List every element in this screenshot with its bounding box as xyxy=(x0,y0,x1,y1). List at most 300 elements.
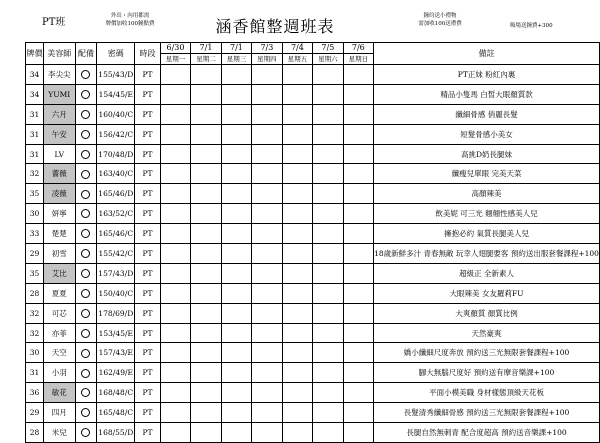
code-cell: 178/69/D xyxy=(97,303,135,323)
code-cell: 165/48/C xyxy=(97,403,135,423)
code-cell: 168/55/D xyxy=(97,423,135,443)
day-cell xyxy=(313,124,343,144)
remark-cell: 大眼辣美 女友羅莉FU xyxy=(374,283,600,303)
day-cell xyxy=(313,403,343,423)
day-cell xyxy=(160,204,190,224)
day-cell xyxy=(313,343,343,363)
day-cell xyxy=(343,263,373,283)
header-period: 時段 xyxy=(135,43,161,65)
period-cell: PT xyxy=(135,244,161,264)
day-cell xyxy=(221,65,251,85)
remark-cell: 18歲新鮮多汁 青春無敵 玩幸人翅腿要客 預約送出服套餐課程+100 xyxy=(374,244,600,264)
day-cell xyxy=(191,323,221,343)
header-date: 7/1 xyxy=(221,43,251,54)
accessory-cell xyxy=(75,124,97,144)
note-mid xyxy=(400,12,480,28)
code-cell: 165/46/D xyxy=(97,184,135,204)
rank-cell: 29 xyxy=(26,244,44,264)
day-cell xyxy=(160,343,190,363)
remark-cell: 高顏辣美 xyxy=(374,184,600,204)
circle-icon xyxy=(81,388,90,397)
remark-cell: 超級正 全新素人 xyxy=(374,263,600,283)
header-code: 密碼 xyxy=(97,43,135,65)
day-cell xyxy=(282,383,312,403)
day-cell xyxy=(160,224,190,244)
code-cell: 157/43/D xyxy=(97,263,135,283)
accessory-cell xyxy=(75,224,97,244)
day-cell xyxy=(221,303,251,323)
code-cell: 155/42/C xyxy=(97,244,135,264)
accessory-cell xyxy=(75,283,97,303)
day-cell xyxy=(252,204,282,224)
circle-icon xyxy=(81,229,90,238)
day-cell xyxy=(282,423,312,443)
code-cell: 165/46/C xyxy=(97,224,135,244)
remark-cell: 腳大無腦尺度好 預約送有摩音樂課+100 xyxy=(374,363,600,383)
day-cell xyxy=(313,164,343,184)
period-cell: PT xyxy=(135,204,161,224)
accessory-cell xyxy=(75,303,97,323)
day-cell xyxy=(191,204,221,224)
day-cell xyxy=(160,423,190,443)
note-left xyxy=(100,12,160,28)
day-cell xyxy=(343,303,373,323)
day-cell xyxy=(313,383,343,403)
day-cell xyxy=(191,423,221,443)
day-cell xyxy=(160,263,190,283)
table-row xyxy=(26,244,600,264)
name-cell: 午安 xyxy=(43,124,75,144)
circle-icon xyxy=(81,369,90,378)
remark-cell: 纖細骨感 俏麗長髮 xyxy=(374,104,600,124)
code-cell: 157/43/E xyxy=(97,343,135,363)
day-cell xyxy=(313,144,343,164)
circle-icon xyxy=(81,150,90,159)
header-weekday: 星期日 xyxy=(343,54,373,65)
table-row xyxy=(26,65,600,85)
day-cell xyxy=(343,323,373,343)
rank-cell: 28 xyxy=(26,283,44,303)
day-cell xyxy=(191,224,221,244)
rank-cell: 31 xyxy=(26,124,44,144)
circle-icon xyxy=(81,309,90,318)
table-row xyxy=(26,403,600,423)
day-cell xyxy=(313,423,343,443)
header-date: 7/6 xyxy=(343,43,373,54)
rank-cell: 30 xyxy=(26,204,44,224)
table-row xyxy=(26,303,600,323)
day-cell xyxy=(191,65,221,85)
day-cell xyxy=(252,184,282,204)
circle-icon xyxy=(81,428,90,437)
note-left-line: 外出・內用都需 xyxy=(110,13,150,19)
day-cell xyxy=(252,423,282,443)
day-cell xyxy=(282,283,312,303)
day-cell xyxy=(282,164,312,184)
remark-cell: 精品小隻馬 白皙大眼顏質款 xyxy=(374,84,600,104)
accessory-cell xyxy=(75,323,97,343)
table-row xyxy=(26,343,600,363)
day-cell xyxy=(160,283,190,303)
day-cell xyxy=(221,283,251,303)
remark-cell: 天然豪爽 xyxy=(374,323,600,343)
day-cell xyxy=(313,84,343,104)
day-cell xyxy=(221,204,251,224)
accessory-cell xyxy=(75,263,97,283)
table-row xyxy=(26,204,600,224)
name-cell: LV xyxy=(43,144,75,164)
code-cell: 163/40/C xyxy=(97,164,135,184)
day-cell xyxy=(252,65,282,85)
header-date: 7/3 xyxy=(252,43,282,54)
table-row xyxy=(26,383,600,403)
day-cell xyxy=(282,343,312,363)
period-cell: PT xyxy=(135,323,161,343)
accessory-cell xyxy=(75,104,97,124)
accessory-cell xyxy=(75,164,97,184)
day-cell xyxy=(252,403,282,423)
table-row xyxy=(26,323,600,343)
day-cell xyxy=(191,263,221,283)
day-cell xyxy=(252,303,282,323)
remark-cell: 長髮清秀纖細骨感 預約送三光無限套餐課程+100 xyxy=(374,403,600,423)
day-cell xyxy=(191,403,221,423)
day-cell xyxy=(221,164,251,184)
period-cell: PT xyxy=(135,383,161,403)
day-cell xyxy=(160,244,190,264)
period-cell: PT xyxy=(135,144,161,164)
day-cell xyxy=(313,224,343,244)
code-cell: 150/40/C xyxy=(97,283,135,303)
day-cell xyxy=(221,343,251,363)
circle-icon xyxy=(81,249,90,258)
name-cell: 天空 xyxy=(43,343,75,363)
day-cell xyxy=(221,423,251,443)
rank-cell: 34 xyxy=(26,84,44,104)
day-cell xyxy=(252,104,282,124)
code-cell: 170/48/D xyxy=(97,144,135,164)
day-cell xyxy=(160,65,190,85)
accessory-cell xyxy=(75,363,97,383)
header-weekday: 星期五 xyxy=(282,54,312,65)
period-cell: PT xyxy=(135,403,161,423)
table-row xyxy=(26,363,600,383)
note-right: 吸場送鐘費+300 xyxy=(510,23,553,29)
header-weekday: 星期六 xyxy=(313,54,343,65)
schedule-table xyxy=(25,42,600,443)
day-cell xyxy=(343,164,373,184)
name-cell: 李尖尖 xyxy=(43,65,75,85)
day-cell xyxy=(252,244,282,264)
note-mid-line: 需加收100送禮費 xyxy=(418,21,462,27)
header-rank: 牌價 xyxy=(26,43,44,65)
accessory-cell xyxy=(75,84,97,104)
remark-cell: 高挑D奶長腿妹 xyxy=(374,144,600,164)
day-cell xyxy=(343,244,373,264)
rank-cell: 32 xyxy=(26,164,44,184)
name-cell: 妍寧 xyxy=(43,204,75,224)
day-cell xyxy=(252,224,282,244)
day-cell xyxy=(313,363,343,383)
accessory-cell xyxy=(75,423,97,443)
table-row xyxy=(26,263,600,283)
day-cell xyxy=(282,403,312,423)
day-cell xyxy=(313,283,343,303)
period-cell: PT xyxy=(135,263,161,283)
day-cell xyxy=(313,104,343,124)
circle-icon xyxy=(81,110,90,119)
header-weekday: 星期三 xyxy=(221,54,251,65)
day-cell xyxy=(221,104,251,124)
accessory-cell xyxy=(75,65,97,85)
day-cell xyxy=(221,224,251,244)
accessory-cell xyxy=(75,403,97,423)
header-weekday: 星期二 xyxy=(191,54,221,65)
day-cell xyxy=(343,403,373,423)
day-cell xyxy=(282,204,312,224)
rank-cell: 35 xyxy=(26,263,44,283)
remark-cell: 飲美妮 可三光 翹翹性感美人兒 xyxy=(374,204,600,224)
remark-cell: 短髮骨感小美女 xyxy=(374,124,600,144)
page-title: 涵香館整週班表 xyxy=(215,17,335,36)
rank-cell: 32 xyxy=(26,323,44,343)
day-cell xyxy=(160,184,190,204)
circle-icon xyxy=(81,170,90,179)
period-cell: PT xyxy=(135,104,161,124)
day-cell xyxy=(221,383,251,403)
day-cell xyxy=(191,283,221,303)
period-cell: PT xyxy=(135,283,161,303)
day-cell xyxy=(282,244,312,264)
period-cell: PT xyxy=(135,124,161,144)
day-cell xyxy=(282,323,312,343)
day-cell xyxy=(313,65,343,85)
table-row xyxy=(26,423,600,443)
day-cell xyxy=(221,263,251,283)
period-cell: PT xyxy=(135,423,161,443)
remark-cell: 擁抱必約 氣質長腿美人兒 xyxy=(374,224,600,244)
table-row xyxy=(26,124,600,144)
period-cell: PT xyxy=(135,184,161,204)
name-cell: 薔薇 xyxy=(43,164,75,184)
day-cell xyxy=(282,263,312,283)
day-cell xyxy=(252,283,282,303)
header-date: 7/1 xyxy=(191,43,221,54)
day-cell xyxy=(191,144,221,164)
day-cell xyxy=(282,184,312,204)
day-cell xyxy=(343,204,373,224)
circle-icon xyxy=(81,70,90,79)
day-cell xyxy=(343,343,373,363)
remark-cell: 大爽顏質 顏質比例 xyxy=(374,303,600,323)
schedule-body xyxy=(26,65,600,443)
name-cell: 可芯 xyxy=(43,303,75,323)
day-cell xyxy=(221,323,251,343)
table-row xyxy=(26,164,600,184)
rank-cell: 36 xyxy=(26,383,44,403)
day-cell xyxy=(252,84,282,104)
day-cell xyxy=(343,65,373,85)
day-cell xyxy=(160,84,190,104)
period-cell: PT xyxy=(135,65,161,85)
code-cell: 153/45/E xyxy=(97,323,135,343)
day-cell xyxy=(221,84,251,104)
day-cell xyxy=(160,403,190,423)
table-row xyxy=(26,283,600,303)
table-row xyxy=(26,104,600,124)
table-row xyxy=(26,224,600,244)
rank-cell: 28 xyxy=(26,423,44,443)
remark-cell: 長腿自然無刺青 配合度超高 預約送音樂課+100 xyxy=(374,423,600,443)
rank-cell: 31 xyxy=(26,363,44,383)
day-cell xyxy=(221,124,251,144)
day-cell xyxy=(191,164,221,184)
header-remark: 備註 xyxy=(374,43,600,65)
rank-cell: 31 xyxy=(26,144,44,164)
day-cell xyxy=(191,383,221,403)
code-cell: 155/43/D xyxy=(97,65,135,85)
rank-cell: 34 xyxy=(26,65,44,85)
rank-cell: 33 xyxy=(26,224,44,244)
day-cell xyxy=(160,124,190,144)
remark-cell: 嬌小纖細尺度奔放 預約送三光無限套餐課程+100 xyxy=(374,343,600,363)
day-cell xyxy=(191,124,221,144)
circle-icon xyxy=(81,209,90,218)
day-cell xyxy=(313,244,343,264)
day-cell xyxy=(343,224,373,244)
rank-cell: 29 xyxy=(26,403,44,423)
circle-icon xyxy=(81,130,90,139)
header-name: 美容師 xyxy=(43,43,75,65)
day-cell xyxy=(313,184,343,204)
day-cell xyxy=(252,263,282,283)
code-cell: 162/49/E xyxy=(97,363,135,383)
day-cell xyxy=(252,383,282,403)
day-cell xyxy=(343,84,373,104)
day-cell xyxy=(160,144,190,164)
day-cell xyxy=(191,184,221,204)
day-cell xyxy=(191,104,221,124)
day-cell xyxy=(252,363,282,383)
name-cell: 小羽 xyxy=(43,363,75,383)
period-cell: PT xyxy=(135,343,161,363)
day-cell xyxy=(282,303,312,323)
day-cell xyxy=(252,323,282,343)
pt-label: PT班 xyxy=(42,17,66,28)
day-cell xyxy=(252,164,282,184)
period-cell: PT xyxy=(135,224,161,244)
circle-icon xyxy=(81,349,90,358)
code-cell: 163/52/C xyxy=(97,204,135,224)
header-date: 7/5 xyxy=(313,43,343,54)
rank-cell: 35 xyxy=(26,184,44,204)
accessory-cell xyxy=(75,144,97,164)
period-cell: PT xyxy=(135,363,161,383)
day-cell xyxy=(313,303,343,323)
header-weekday: 星期一 xyxy=(160,54,190,65)
rank-cell: 32 xyxy=(26,303,44,323)
day-cell xyxy=(252,343,282,363)
code-cell: 156/42/C xyxy=(97,124,135,144)
name-cell: 四月 xyxy=(43,403,75,423)
header-weekday: 星期四 xyxy=(252,54,282,65)
circle-icon xyxy=(81,90,90,99)
circle-icon xyxy=(81,190,90,199)
day-cell xyxy=(282,65,312,85)
day-cell xyxy=(221,184,251,204)
day-cell xyxy=(282,224,312,244)
accessory-cell xyxy=(75,343,97,363)
table-row xyxy=(26,184,600,204)
code-cell: 168/48/C xyxy=(97,383,135,403)
name-cell: 艾比 xyxy=(43,263,75,283)
day-cell xyxy=(191,84,221,104)
remark-cell: 平面小模美職 身材樣態頂級天花板 xyxy=(374,383,600,403)
day-cell xyxy=(282,124,312,144)
name-cell: 初雪 xyxy=(43,244,75,264)
name-cell: 亦菲 xyxy=(43,323,75,343)
note-left-line: 牌價加收100鐘點費 xyxy=(105,21,155,27)
day-cell xyxy=(313,204,343,224)
period-cell: PT xyxy=(135,164,161,184)
day-cell xyxy=(343,423,373,443)
day-cell xyxy=(191,303,221,323)
day-cell xyxy=(343,144,373,164)
day-cell xyxy=(191,244,221,264)
day-cell xyxy=(343,283,373,303)
name-cell: 夏夏 xyxy=(43,283,75,303)
day-cell xyxy=(282,84,312,104)
name-cell: 米兒 xyxy=(43,423,75,443)
day-cell xyxy=(282,363,312,383)
accessory-cell xyxy=(75,184,97,204)
note-mid-line: 鐘約送小禮物 xyxy=(423,13,457,19)
accessory-cell xyxy=(75,383,97,403)
rank-cell: 31 xyxy=(26,104,44,124)
accessory-cell xyxy=(75,244,97,264)
day-cell xyxy=(160,383,190,403)
name-cell: 楚楚 xyxy=(43,224,75,244)
day-cell xyxy=(191,343,221,363)
day-cell xyxy=(313,263,343,283)
code-cell: 160/40/C xyxy=(97,104,135,124)
circle-icon xyxy=(81,329,90,338)
table-row xyxy=(26,144,600,164)
day-cell xyxy=(160,164,190,184)
day-cell xyxy=(221,363,251,383)
header-date: 7/4 xyxy=(282,43,312,54)
circle-icon xyxy=(81,289,90,298)
day-cell xyxy=(282,144,312,164)
day-cell xyxy=(343,363,373,383)
day-cell xyxy=(160,323,190,343)
day-cell xyxy=(343,383,373,403)
header-date: 6/30 xyxy=(160,43,190,54)
day-cell xyxy=(221,403,251,423)
name-cell: 凌薇 xyxy=(43,184,75,204)
remark-cell: PT正妹 粉紅內裏 xyxy=(374,65,600,85)
accessory-cell xyxy=(75,204,97,224)
day-cell xyxy=(282,104,312,124)
day-cell xyxy=(221,144,251,164)
name-cell: YUMI xyxy=(43,84,75,104)
table-row xyxy=(26,84,600,104)
name-cell: 敏花 xyxy=(43,383,75,403)
day-cell xyxy=(221,244,251,264)
day-cell xyxy=(160,363,190,383)
day-cell xyxy=(252,124,282,144)
day-cell xyxy=(160,303,190,323)
